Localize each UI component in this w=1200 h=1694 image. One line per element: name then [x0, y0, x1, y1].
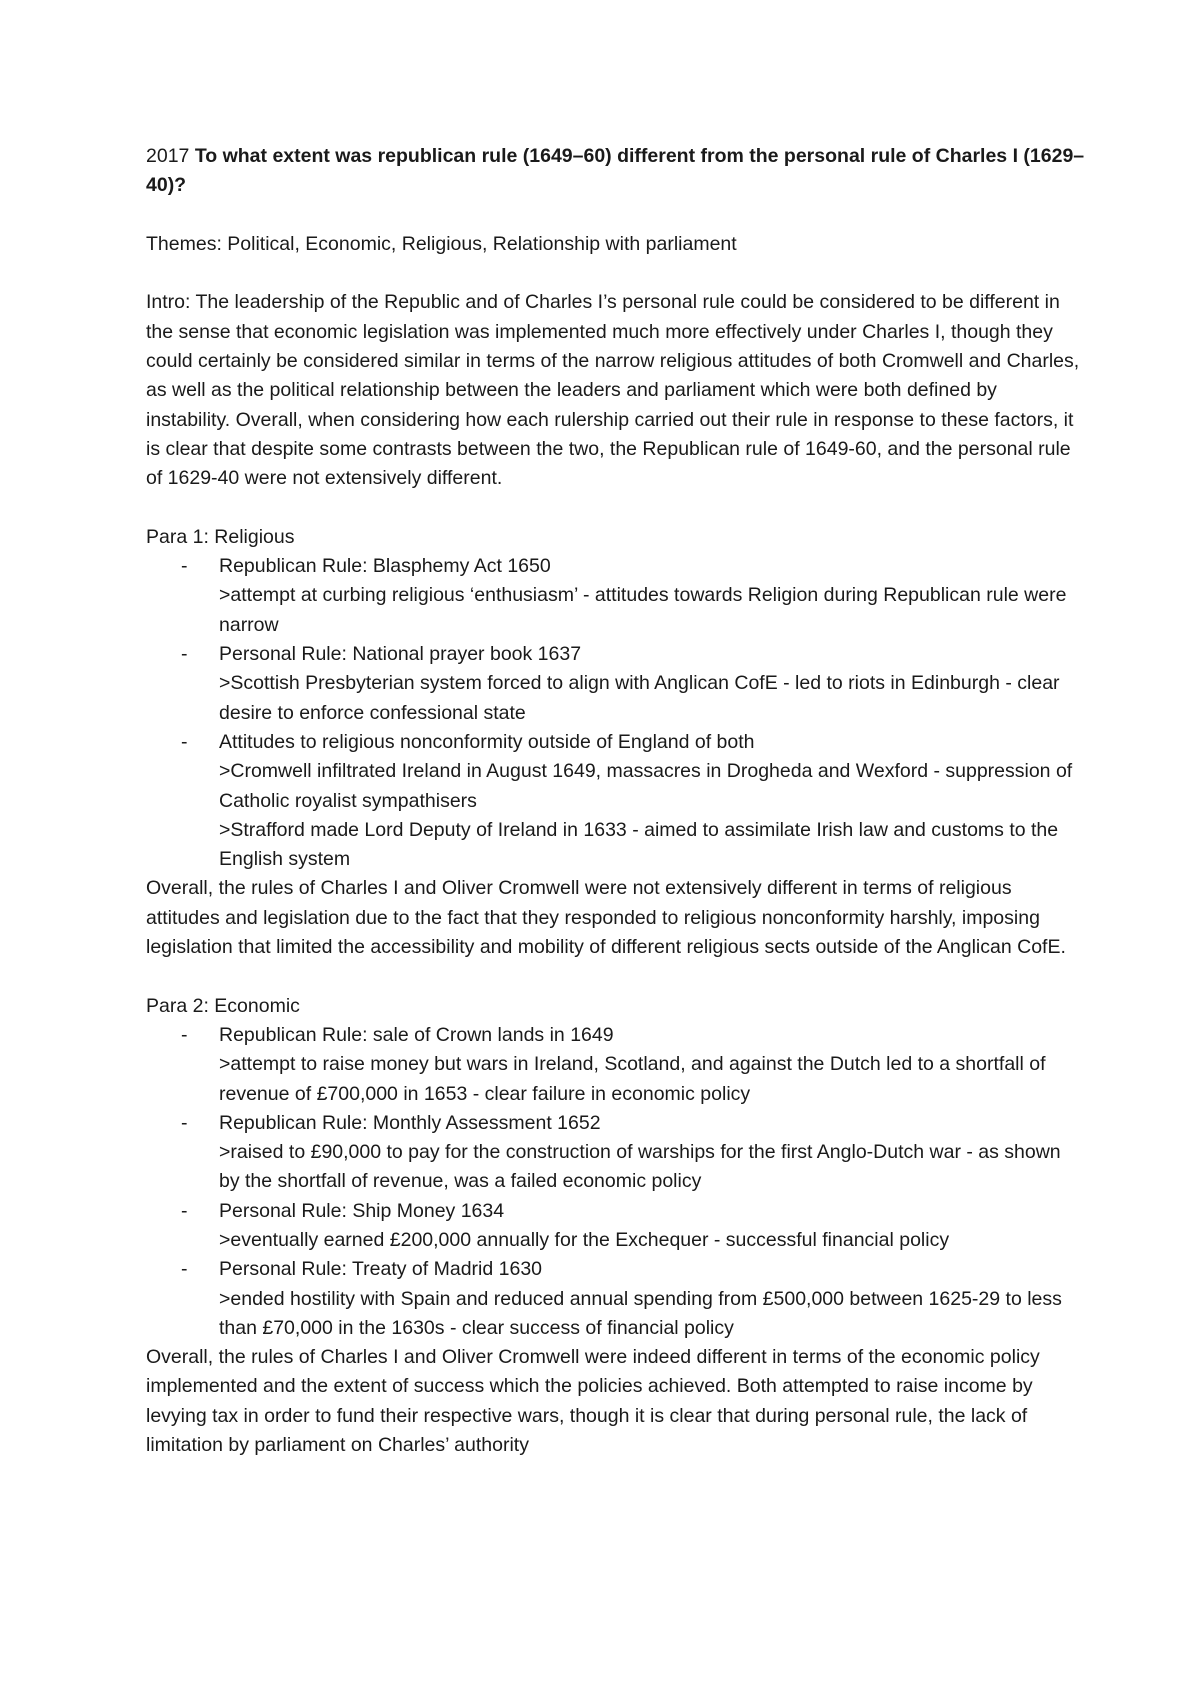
list-item-detail: >Cromwell infiltrated Ireland in August 1649, massacres in Drogheda and Wexford - suppression of Catholic royalist sympathisers — [219, 760, 1073, 812]
spacer — [146, 962, 1086, 991]
list-item-point: Attitudes to religious nonconformity outside of England of both — [219, 730, 755, 753]
list-item-detail: >eventually earned £200,000 annually for the Exchequer - successful financial policy — [219, 1228, 950, 1251]
para1-conclusion: Overall, the rules of Charles I and Oliver Cromwell were not extensively different in terms of religious attitudes and legislation due to the fact that they responded to religious nonconformity harshly, imposing legislation that limited the accessibility and mobility of different religious sects outside of the Anglican CofE. — [146, 877, 1066, 959]
list-item-detail: >raised to £90,000 to pay for the construction of warships for the first Anglo-Dutch war - as shown by the shortfall of revenue, was a failed economic policy — [219, 1141, 1061, 1193]
para1-list — [146, 552, 1086, 874]
essay-title — [146, 142, 1086, 201]
intro-paragraph: Intro: The leadership of the Republic and of Charles I’s personal rule could be considered to be different in the sense that economic legislation was implemented much more effectively under Charles I, though they could certainly be considered similar in terms of the narrow religious attitudes of both Cromwell and Charles, as well as the political relationship between the leaders and parliament which were both defined by instability. Overall, when considering how each rulership carried out their rule in response to these factors, it is clear that despite some contrasts between the two, the Republican rule of 1649-60, and the personal rule of 1629-40 were not extensively different. — [146, 291, 1080, 490]
spacer — [146, 494, 1086, 523]
document-page — [146, 142, 1086, 1460]
spacer — [146, 259, 1086, 288]
list-item — [219, 1109, 1086, 1197]
list-item-point: Personal Rule: Ship Money 1634 — [219, 1199, 505, 1222]
list-item — [219, 728, 1086, 874]
list-item-detail: >ended hostility with Spain and reduced annual spending from £500,000 between 1625-29 to less than £70,000 in the 1630s - clear success of financial policy — [219, 1287, 1062, 1339]
list-item — [219, 1021, 1086, 1109]
title-question: To what extent was republican rule (1649–60) different from the personal rule of Charles I (1629–40)? — [146, 145, 1085, 197]
list-item-detail: >attempt to raise money but wars in Ireland, Scotland, and against the Dutch led to a shortfall of revenue of £700,000 in 1653 - clear failure in economic policy — [219, 1053, 1046, 1105]
list-item-detail: >attempt at curbing religious ‘enthusiasm’ - attitudes towards Religion during Republican rule were narrow — [219, 584, 1067, 636]
para2-heading: Para 2: Economic — [146, 994, 300, 1017]
para1-heading: Para 1: Religious — [146, 525, 295, 548]
para2-conclusion: Overall, the rules of Charles I and Oliver Cromwell were indeed different in terms of the economic policy implemented and the extent of success which the policies achieved. Both attempted to raise income by levying tax in order to fund their respective wars, though it is clear that during personal rule, the lack of limitation by parliament on Charles’ authority — [146, 1346, 1040, 1457]
list-item-point: Republican Rule: Monthly Assessment 1652 — [219, 1111, 601, 1134]
list-item-point: Personal Rule: Treaty of Madrid 1630 — [219, 1258, 543, 1281]
list-item-detail: >Scottish Presbyterian system forced to align with Anglican CofE - led to riots in Edinburgh - clear desire to enforce confessional state — [219, 672, 1060, 724]
para2-list — [146, 1021, 1086, 1343]
list-item — [219, 1197, 1086, 1256]
list-item-point: Republican Rule: Blasphemy Act 1650 — [219, 555, 551, 578]
list-item — [219, 1255, 1086, 1343]
list-item-point: Republican Rule: sale of Crown lands in 1649 — [219, 1023, 614, 1046]
list-item-point: Personal Rule: National prayer book 1637 — [219, 643, 582, 666]
list-item — [219, 552, 1086, 640]
list-item-detail: >Strafford made Lord Deputy of Ireland in 1633 - aimed to assimilate Irish law and customs to the English system — [219, 818, 1059, 871]
spacer — [146, 201, 1086, 230]
themes-line: Themes: Political, Economic, Religious, Relationship with parliament — [146, 232, 737, 255]
title-year: 2017 — [146, 145, 190, 167]
list-item — [219, 640, 1086, 728]
